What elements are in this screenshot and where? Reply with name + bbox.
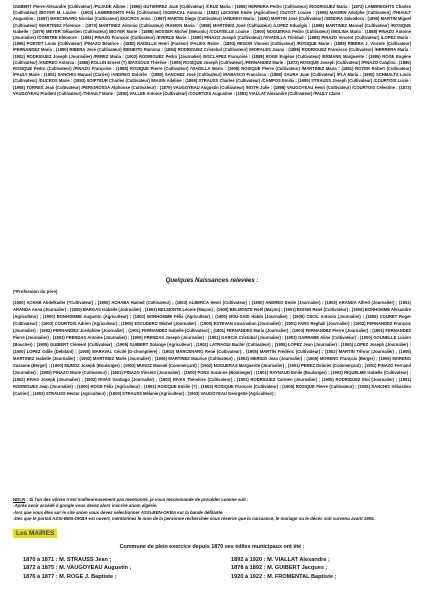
editor-note-line: -lors que vous êtes sur le site anom vous devez sélectionner ASSI-BEN-OKBA sur la bande défilante. [13, 509, 224, 515]
mayors-heading: Les MAIRES [13, 529, 57, 538]
births-list-text: (1900) ACHAB Abdelkader (*Cultivateur) ; (1900) ACHABA Hamed (Cultivateur) ; (1903) ALBERCA Henri (Cultivateur) ; (1900) ANDREO Emile (Journalier) ; (1903) ARANDA Alfred (Journalier) ; (1901) ARANDA Anna (Journalier) ; (1900) BARGAS Isabelle (Journalier) ; (1902) BELMONTE Léonie (Maçon) ; (1900) BELMONTE Roël (Maçon) ; (1901) BOISIN René (Cultivateur) ; (1900) BONHOMME Alexandre (Agriculteur) ; (1900) BONHOMME Augustin (Agriculteur) ; (1902) BONHOMME Félix (Agriculteur) ; (1900) BOU-SAÏD Habib (Journalier) ; (1905) CECIL Antonio (Journalier) ; (1905) COURET Roger (Cultivateur) ; (1903) COURTOIS Adrien (Agriculteur) ; (1905) ESCUDERO Michel (Journalier) ; (1900) ESTEVAN Incarnation (Journalier) ; (1901) FARS Reghali (Journalier) ; (1902) FERNANDEZ François (Journalier) ; (1902) FERNANDEZ Joséphine (Journalier) ; (1901) FERNANDEZ Isabelle (Cultivateur) ; (1901) FERNANDEZ Maria (Journalier) ; (1903) FERNANDEZ Pierre (Journalier) ; (1901) FERNANDEZ Pierre (Journalier) ; (1902) FRENDAS Antoine (Journalier) ; (1900) FRENDAS Joseph (Journalier) ; (1901) GARCIA Cristobal (Journalier) ; (1903) GARRABE Aline (Cultivateur) ; (1900) GOUNELLE Lucien (Boucher) ; (1905) GUIBERT Clément (Cultivateur) ; (1905) GUIBERT Solange (Agriculteur) ; (1902) LATRAOUI Bachir (Cultivateur) ; (1905) LOPEZ Jean (Journalier) ; (1900) LOPEZ Joseph (Journalier) ; (1900) LOPEZ Odile (Débitant) ; (1900) MARAVAL Cécile (D-chomptière) ; (1902) MARCENARO René (Cultivateur) ; (1905) MARTIN Frédéric (Cultivateur) ; (1902) MARTIN Téhror (Journalier) ; (1905) MARTINEZ Isabelle (Journalier) ; (1903) MARTINEZ Marie (Journalier) ; (1905) MARTINEZ Maurice (Cultivateur) ; (1902) MERIGO Jean (Journalier) ; (1905) MORENO François (Berger) ; (1905) MORENO Suzanne (Berger) ; (1900) MUNOZ Joseph (Boulanger) ; (1902) MUNOZ Manuel (Commerçant) ; (1902) NOGUERAS Marguerite (Journalier) ; (1901) PEREZ Dolorès (Commerçant) ; (1901) PINAZO Fernand (Journalier) ; (1905) PINAZO Marie (Cultivateur) ; (1901) PINAZO Vincent (Journalier) ; (1900) PONS Suzanne (Boulanger) ; (1901) RAYNAUD Emile (Boulanger) ; (1902) RIQUELME Isabelle (Cultivateur) ; (1902) RIVAS Joseph (Journalier) ; (1903) RIVAS Santiago (Journalier) ; (1902) RIVAS Théodore (Cultivateur) ; (1901) RODRIGUEZ Carmen (Journalier) ; (1905) RODRIGUEZ Eloi (Journalier) ; (1901) RODRIGUEZ Jean (Journalier) ; (1900) ROGE Félix (Agriculteur) ; (1902) ROSIQUE Emilie (?) ; (1902) ROSIQUE François (Cultivateur) ; (1905) ROSIQUE Pierre (Cultivateur) ; (1905) SANCHIS Sébastien (Carrier) ; (1902) STRAUSS Hector (Agriculteur) ; (1900) STRAUSS Mélanie (Agriculteur) ; (1903) VAUGOYEAU Georgette (Agriculteur) ; [13, 300, 411, 396]
marriages-list-block [13, 4, 411, 273]
editor-note-tag: NDLR [13, 497, 26, 502]
editor-note [13, 497, 411, 522]
editor-note-intro-text: : Si l'un des vôtres n'est malheureusement pas mentionné, je vous recommande de procéder comme suit : [25, 497, 249, 502]
marriages-list-text: GUIBERT Pierre-Alexandre (Cultivateur) /PUJADE Albine : (1896) GUTIERREZ Juan (Cultivateur) /CRUZ Maria : (1895) HERRERA Pedro (Cultivateur) /RODRIGUEZ Maria : (1872) LAMBREGHTS Charles (Cultivateur) /BOYER M. Louise : (1903) LAMBREGHTS Félix (Cultivateur) /SOMACAL Antonia : (1882) LECIGNE Emile (Agriculteur) /GUYOT Louise : (1905) MAGRIN Adolphe (Cultivateur) /THIAULT Augustine : (1897) MARCENARO Nicolas (Cultivateur) /DUCROS Anna : (1887) MARTIN Diego (Cultivateur) /ANDREO Maria : (1892) MARTIN José (Cultivateur) /SENDRA Salvadora : (1890) MARTIN Miguel (Cultivateur) /MARTINEZ Florence : (1870) MARTINEZ Antonio (Cultivateur) /RAMON Maria : (1886) MARTINEZ José (Cultivateur) /LOPEZ Eduvigis : (1898) MARTINEZ Manuel (Cultivateur) /ROSIQUE Isabelle : (1879) MEYER Sébastien (Cultivateur) /BOYER Marie : (1888) MOSSER Michel (Mécanic) /COUTEILLE Louise : (1900) NOGUERAS Pedro (Cultivateur) /MOLINA Maria : (1888) PINAZO Antoine (Journalier) /COMITRE Eléonore : (1891) PINAZO François (Cultivateur) /EVERLE Marie : (1890) PINAZO Joseph (Cultivateur) /VIVADILLA Trinidad : (1889) PINAZO Vincent (Cultivateur) /LOPEZ Maria : (1896) PORTET Louis (Cultivateur) /PINAZO Béatrice : (1882) RADELLE Henri (Facteur) /FALIEX Reine : (1893) REGOR Vincent (Cultivateur) /ROSIQUE Marie : (1889) RIBERA J. Vicente (Cultivateur) /FERNANDEZ Maria : (1890) RIBERA José (Cultivateur) /BENEITO Ramona : (1894) RODRIGUEZ Cristobal (Cultivateur) /MORALES Juana : (1889) RODRIGUEZ Francisco (Cultivateur) /HERRERA Maria : (1902) RODRIGUEZ Joseph (Journalier) /PEREZ Maria : (1902) RODRIGUEZ Pedro (Journalier) /ESCLAPEZ Françoise : (1888) ROGE Eugène (Cultivateur) /ERMANN Marguerite : (1895) ROGE Eugène (Cultivateur) /ANDREO Antonia : (1886) ROLLIN Ernest (?) /BASSOUS Thérèse : (1905) ROSIQUE Joseph (Cultivateur) /FERNANDEZ Marie : (1872) ROSIQUE Joseph (Cultivateur) /PINAZO Catalina : (1885) ROSIQUE Pedro (Cultivateur) /PINAZO Françoise : (1888) ROSIQUE Pierre (Cultivateur) /VIADILLA Maria : (1905) ROSIQUE Pierre (Cultivateur) /MARTINEZ Maria : (1881) ROYER Robert (Cultivateur) /PAULY Marie : (1904) SANCHIS Manuel (Carrier) /ANDREO Dolorès : (1880) SANCHEZ José (Cultivateur) /RABASCO Francisca : (1886) SAURA Juan (Cultivateur) /PLA Maria : (1892) SCHMALTZ Louis (Cultivateur) /DUCROS Marie : (1893) SOIPTEUR Charles (Cultivateur) /MAXIN Adeline : (1895) STRAUSS Charles (Cultivateur) /CAMPOS Emilia : (1905) STRAUSS Joseph (Cultivateur) /COURTOIS Lucie : (1905) TORRES Jean (Cultivateur) /PERIGROSSA Alphonse (Cultivateur) : (1879) VAUGOYEAU Augustin (Cultivateur) /NOTH Julie : (1898) VAUGOYEAU Henri (Cultivateur) /COURTOIS Célestine : (1873) VAUGOYEAU Prudent (Cultivateur) /THIAULT Marie : (1892) VALLEE Antoine (Cultivateur) /COURTOIS Augustine : (1883) VIALLAT Alexandre (Cultivateur) /PAULY Claire : [13, 4, 411, 96]
mayor-entry: 1876 à 1877 : M. ROGE J. Baptiste ; [23, 573, 117, 580]
editor-note-line: -Dès que le portail ASSI-BEN-OKBA est ouvert, mentionnez le nom de la personne recherchée sous réserve que la naissance, le mariage ou le décès soit survenu avant 1905. [13, 515, 375, 521]
births-list-block [13, 299, 411, 491]
mayors-column-left [23, 556, 193, 581]
mayor-entry: 1920 à 1922 : M. FROMENTAL Baptiste ; [231, 573, 337, 580]
naissances-title: Quelques Naissances relevées : [165, 277, 259, 284]
mayor-entry: 1872 à 1875 : M. VAUGOYEAU Augustin ; [23, 565, 132, 572]
mayor-entry: 1878 à 1892 : M. GUIBERT Jacques ; [231, 565, 328, 572]
mayor-entry: 1870 à 1871 : M. STRAUSS Jean ; [23, 557, 112, 564]
editor-note-line: -Après avoir accédé à google vous devez alors inscrire anom algérie. [13, 503, 158, 509]
profession-note: (*Profession du père) [13, 289, 58, 294]
mayors-list [13, 556, 411, 581]
mayor-entry: 1892 à 1920 : M. VIALLAT Alexandre ; [231, 557, 330, 564]
mayors-column-right [231, 556, 401, 581]
mayors-subtitle: Commune de plein exercice depuis 1870 ses édiles municipaux ont été : [119, 544, 305, 551]
